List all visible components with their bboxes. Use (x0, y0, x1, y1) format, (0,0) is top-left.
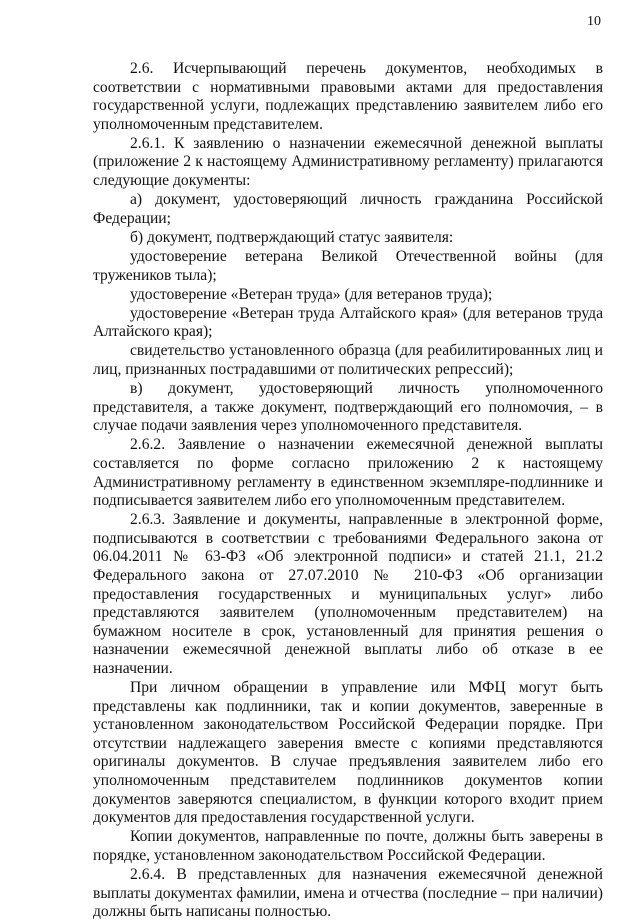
paragraph-2-6-1: 2.6.1. К заявлению о назначении ежемесячной денежной выплаты (приложение 2 к настоящему Административному регламенту) прилагаются следующие документы: (93, 134, 603, 190)
paragraph-personal-appeal: При личном обращении в управление или МФЦ могут быть представлены как подлинники, так и копии документов, заверенные в установленном законодательством Российской Федерации порядке. При отсутствии надлежащего заверения вместе с копиями представляются оригиналы документов. В случае предъявления заявителем либо его уполномоченным представителем подлинников документов копии документов заверяются специалистом, в функции которого входит прием документов для предоставления государственной услуги. (93, 679, 603, 827)
page-number: 10 (587, 14, 601, 29)
list-item-wwii-veteran-certificate: удостоверение ветерана Великой Отечественной войны (для тружеников тыла); (93, 247, 603, 284)
list-item-v-representative-document: в) документ, удостоверяющий личность уполномоченного представителя, а также документ, подтверждающий его полномочия, – в случае подачи заявления через уполномоченного представителя. (93, 380, 603, 435)
document-body (93, 60, 603, 922)
list-item-a-identity-document: а) документ, удостоверяющий личность гражданина Российской Федерации; (93, 191, 603, 227)
paragraph-2-6: 2.6. Исчерпывающий перечень документов, необходимых в соответствии с нормативными правовыми актами для предоставления государственной услуги, подлежащих представлению заявителем либо его уполномоченным представителем. (93, 60, 603, 133)
list-item-b-status-document: б) документ, подтверждающий статус заявителя: (130, 228, 454, 246)
list-item-labor-veteran-certificate: удостоверение «Ветеран труда» (для ветеранов труда); (130, 285, 493, 303)
list-item-altai-labor-veteran-certificate: удостоверение «Ветеран труда Алтайского края» (для ветеранов труда Алтайского края); (93, 304, 603, 341)
list-item-rehabilitated-persons-certificate: свидетельство установленного образца (для реабилитированных лиц и лиц, признанных пострадавшими от политических репрессий); (93, 342, 603, 378)
paragraph-2-6-3: 2.6.3. Заявление и документы, направленные в электронной форме, подписываются в соответствии с требованиями Федерального закона от 06.04.2011 № 63-ФЗ «Об электронной подписи» и статей 21.1, 21.2 Федерального закона от 27.07.2010 № 210-ФЗ «Об организации предоставления государственных и муниципальных услуг» либо представляются заявителем (уполномоченным представителем) на бумажном носителе в срок, установленный для принятия решения о назначении ежемесячной денежной выплаты либо об отказе в ее назначении. (93, 511, 603, 677)
paragraph-postal-copies: Копии документов, направленные по почте, должны быть заверены в порядке, установленном законодательством Российской Федерации. (93, 828, 603, 864)
paragraph-2-6-2: 2.6.2. Заявление о назначении ежемесячной денежной выплаты составляется по форме согласно приложению 2 к настоящему Административному регламенту в единственном экземпляре-подлиннике и подписывается заявителем либо его уполномоченным представителем. (93, 436, 603, 510)
paragraph-2-6-4: 2.6.4. В представленных для назначения ежемесячной денежной выплаты документах фамилии, имена и отчества (последние – при наличии) должны быть написаны полностью. (93, 866, 603, 921)
